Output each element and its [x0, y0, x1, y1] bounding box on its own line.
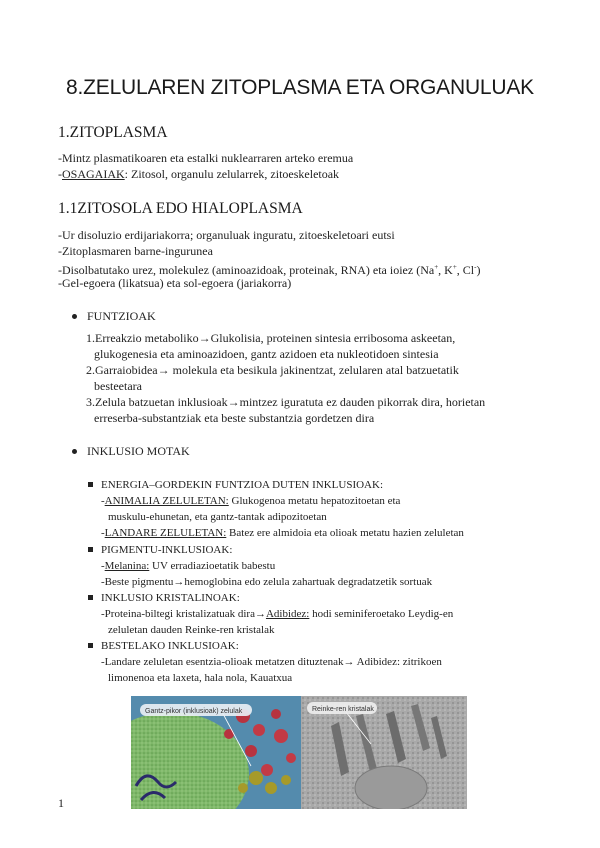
funtzioak-item-2b: besteetara: [94, 379, 142, 393]
pigmentu-beste: -Beste pigmentu→hemoglobina edo zelula zahartuak degradatzetik sortuak: [101, 576, 433, 588]
pigmentu-melanina: -Melanina: UV erradiazioetatik babestu: [101, 560, 276, 572]
bullet-dot: [72, 314, 77, 319]
section-heading-zitosola: 1.1ZITOSOLA EDO HIALOPLASMA: [58, 200, 303, 217]
kristal-line-2: zeluletan dauden Reinke-ren kristalak: [108, 624, 275, 636]
zitosola-line-1: -Ur disoluzio erdijariakorra; organuluak inguratu, zitoeskeletoari eutsi: [58, 228, 395, 242]
zitoplasma-line-2: -OSAGAIAK: Zitosol, organulu zelularrek, zitoeskeletoak: [58, 167, 340, 181]
section-heading-zitoplasma: 1.ZITOPLASMA: [58, 124, 168, 141]
square-bullet: [88, 595, 93, 600]
funtzioak-item-1a: 1.Erreakzio metaboliko→Glukolisia, proteinen sintesia erribosoma askeetan,: [86, 331, 456, 345]
funtzioak-item-3a: 3.Zelula batzuetan inklusioak→mintzez iguratuta ez dauden pikorrak dira, horietan: [86, 395, 486, 409]
square-bullet: [88, 643, 93, 648]
funtzioak-item-1b: glukogenesia eta aminoazidoen, gantz azidoen eta nukleotidoen sintesia: [94, 347, 439, 361]
page-number: 1: [58, 796, 64, 810]
square-bullet: [88, 482, 93, 487]
bestelako-line-1: -Landare zeluletan esentzia-olioak metatzen dituztenak→ Adibidez: zitrikoen: [101, 656, 442, 668]
bestelako-heading: BESTELAKO INKLUSIOAK:: [88, 639, 239, 654]
square-bullet: [88, 547, 93, 552]
figure-label-left: Gantz-pikor (inklusioak) zelulak: [145, 708, 243, 715]
funtzioak-item-3b: erreserba-substantziak eta beste substantzia gordetzen dira: [94, 411, 375, 425]
bestelako-line-2: limonenoa eta laxeta, hala nola, Kauatxua: [108, 672, 293, 684]
zitosola-line-3: -Disolbatutako urez, molekulez (aminoazidoak, proteinak, RNA) eta ioiez (Na+, K+, Cl-): [58, 263, 481, 277]
pigmentu-heading: PIGMENTU-INKLUSIOAK:: [88, 543, 232, 558]
energia-heading: ENERGIA–GORDEKIN FUNTZIOA DUTEN INKLUSIOAK:: [88, 478, 383, 493]
page-title: 8.ZELULAREN ZITOPLASMA ETA ORGANULUAK: [66, 76, 534, 99]
zitosola-line-2: -Zitoplasmaren barne-ingurunea: [58, 244, 213, 258]
energia-animalia-2: muskulu-ehunetan, eta gantz-tantak adipozitoetan: [108, 511, 327, 523]
figure-label-right: Reinke-ren kristalak: [312, 706, 374, 713]
zitoplasma-line-1: -Mintz plasmatikoaren eta estalki nuklearraren arteko eremua: [58, 151, 354, 165]
bullet-inklusio-motak: INKLUSIO MOTAK: [72, 443, 190, 459]
zitosola-line-4: -Gel-egoera (likatsua) eta sol-egoera (jariakorra): [58, 276, 292, 290]
micrograph-image: [131, 696, 467, 809]
micrograph-figure: [131, 696, 467, 809]
kristal-line-1: -Proteina-biltegi kristalizatuak dira→Adibidez: hodi seminiferoetako Leydig-en: [101, 608, 454, 620]
kristal-heading: INKLUSIO KRISTALINOAK:: [88, 591, 240, 606]
energia-animalia: -ANIMALIA ZELULETAN: Glukogenoa metatu hepatozitoetan eta: [101, 495, 401, 507]
bullet-funtzioak: FUNTZIOAK: [72, 308, 156, 324]
bullet-dot: [72, 449, 77, 454]
energia-landare: -LANDARE ZELULETAN: Batez ere almidoia eta olioak metatu hazien zeluletan: [101, 527, 464, 539]
funtzioak-item-2a: 2.Garraiobidea→ molekula eta besikula jakinentzat, zelularen atal batzuetatik: [86, 363, 459, 377]
